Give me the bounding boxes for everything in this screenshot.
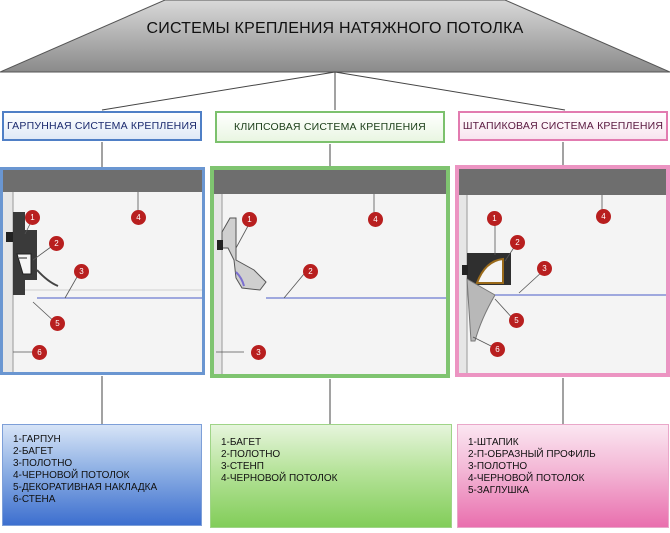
marker-4: 4: [368, 212, 383, 227]
legend-item: 3-ПОЛОТНО: [13, 458, 73, 469]
bead-legend: [457, 424, 669, 528]
clip-legend: [210, 424, 452, 528]
legend-item: 4-ЧЕРНОВОЙ ПОТОЛОК: [13, 470, 130, 481]
marker-5: 5: [50, 316, 65, 331]
marker-6: 6: [32, 345, 47, 360]
legend-item: 1-ГАРПУН: [13, 434, 61, 445]
marker-3: 3: [251, 345, 266, 360]
marker-2: 2: [49, 236, 64, 251]
legend-item: 6-СТЕНА: [13, 494, 56, 505]
legend-item: 3-ПОЛОТНО: [468, 461, 528, 472]
legend-item: 3-СТЕНП: [221, 461, 264, 472]
marker-4: 4: [131, 210, 146, 225]
marker-1: 1: [487, 211, 502, 226]
marker-2: 2: [303, 264, 318, 279]
marker-3: 3: [74, 264, 89, 279]
legend-item: 1-ШТАПИК: [468, 437, 519, 448]
clip-markers: [214, 170, 446, 374]
clip-system-diagram: [210, 166, 450, 378]
legend-item: 4-ЧЕРНОВОЙ ПОТОЛОК: [221, 473, 338, 484]
bead-system-diagram: [455, 165, 670, 377]
marker-4: 4: [596, 209, 611, 224]
harpoon-system-diagram: [0, 167, 205, 375]
legend-item: 1-БАГЕТ: [221, 437, 262, 448]
header-harpoon-system: ГАРПУННАЯ СИСТЕМА КРЕПЛЕНИЯ: [2, 111, 202, 141]
diagram-title: СИСТЕМЫ КРЕПЛЕНИЯ НАТЯЖНОГО ПОТОЛКА: [146, 20, 524, 37]
marker-2: 2: [510, 235, 525, 250]
legend-item: 2-ПОЛОТНО: [221, 449, 281, 460]
legend-item: 2-БАГЕТ: [13, 446, 54, 457]
harpoon-legend: [2, 424, 202, 526]
marker-1: 1: [242, 212, 257, 227]
legend-item: 2-П-ОБРАЗНЫЙ ПРОФИЛЬ: [468, 449, 596, 460]
legend-item: 4-ЧЕРНОВОЙ ПОТОЛОК: [468, 473, 585, 484]
bead-markers: [459, 169, 666, 373]
header-bead-system: ШТАПИКОВАЯ СИСТЕМА КРЕПЛЕНИЯ: [458, 111, 668, 141]
marker-6: 6: [490, 342, 505, 357]
legend-item: 5-ДЕКОРАТИВНАЯ НАКЛАДКА: [13, 482, 158, 493]
marker-5: 5: [509, 313, 524, 328]
legend-item: 5-ЗАГЛУШКА: [468, 485, 530, 496]
header-clip-system: КЛИПСОВАЯ СИСТЕМА КРЕПЛЕНИЯ: [215, 111, 445, 143]
marker-3: 3: [537, 261, 552, 276]
marker-1: 1: [25, 210, 40, 225]
harpoon-markers: [3, 170, 202, 372]
